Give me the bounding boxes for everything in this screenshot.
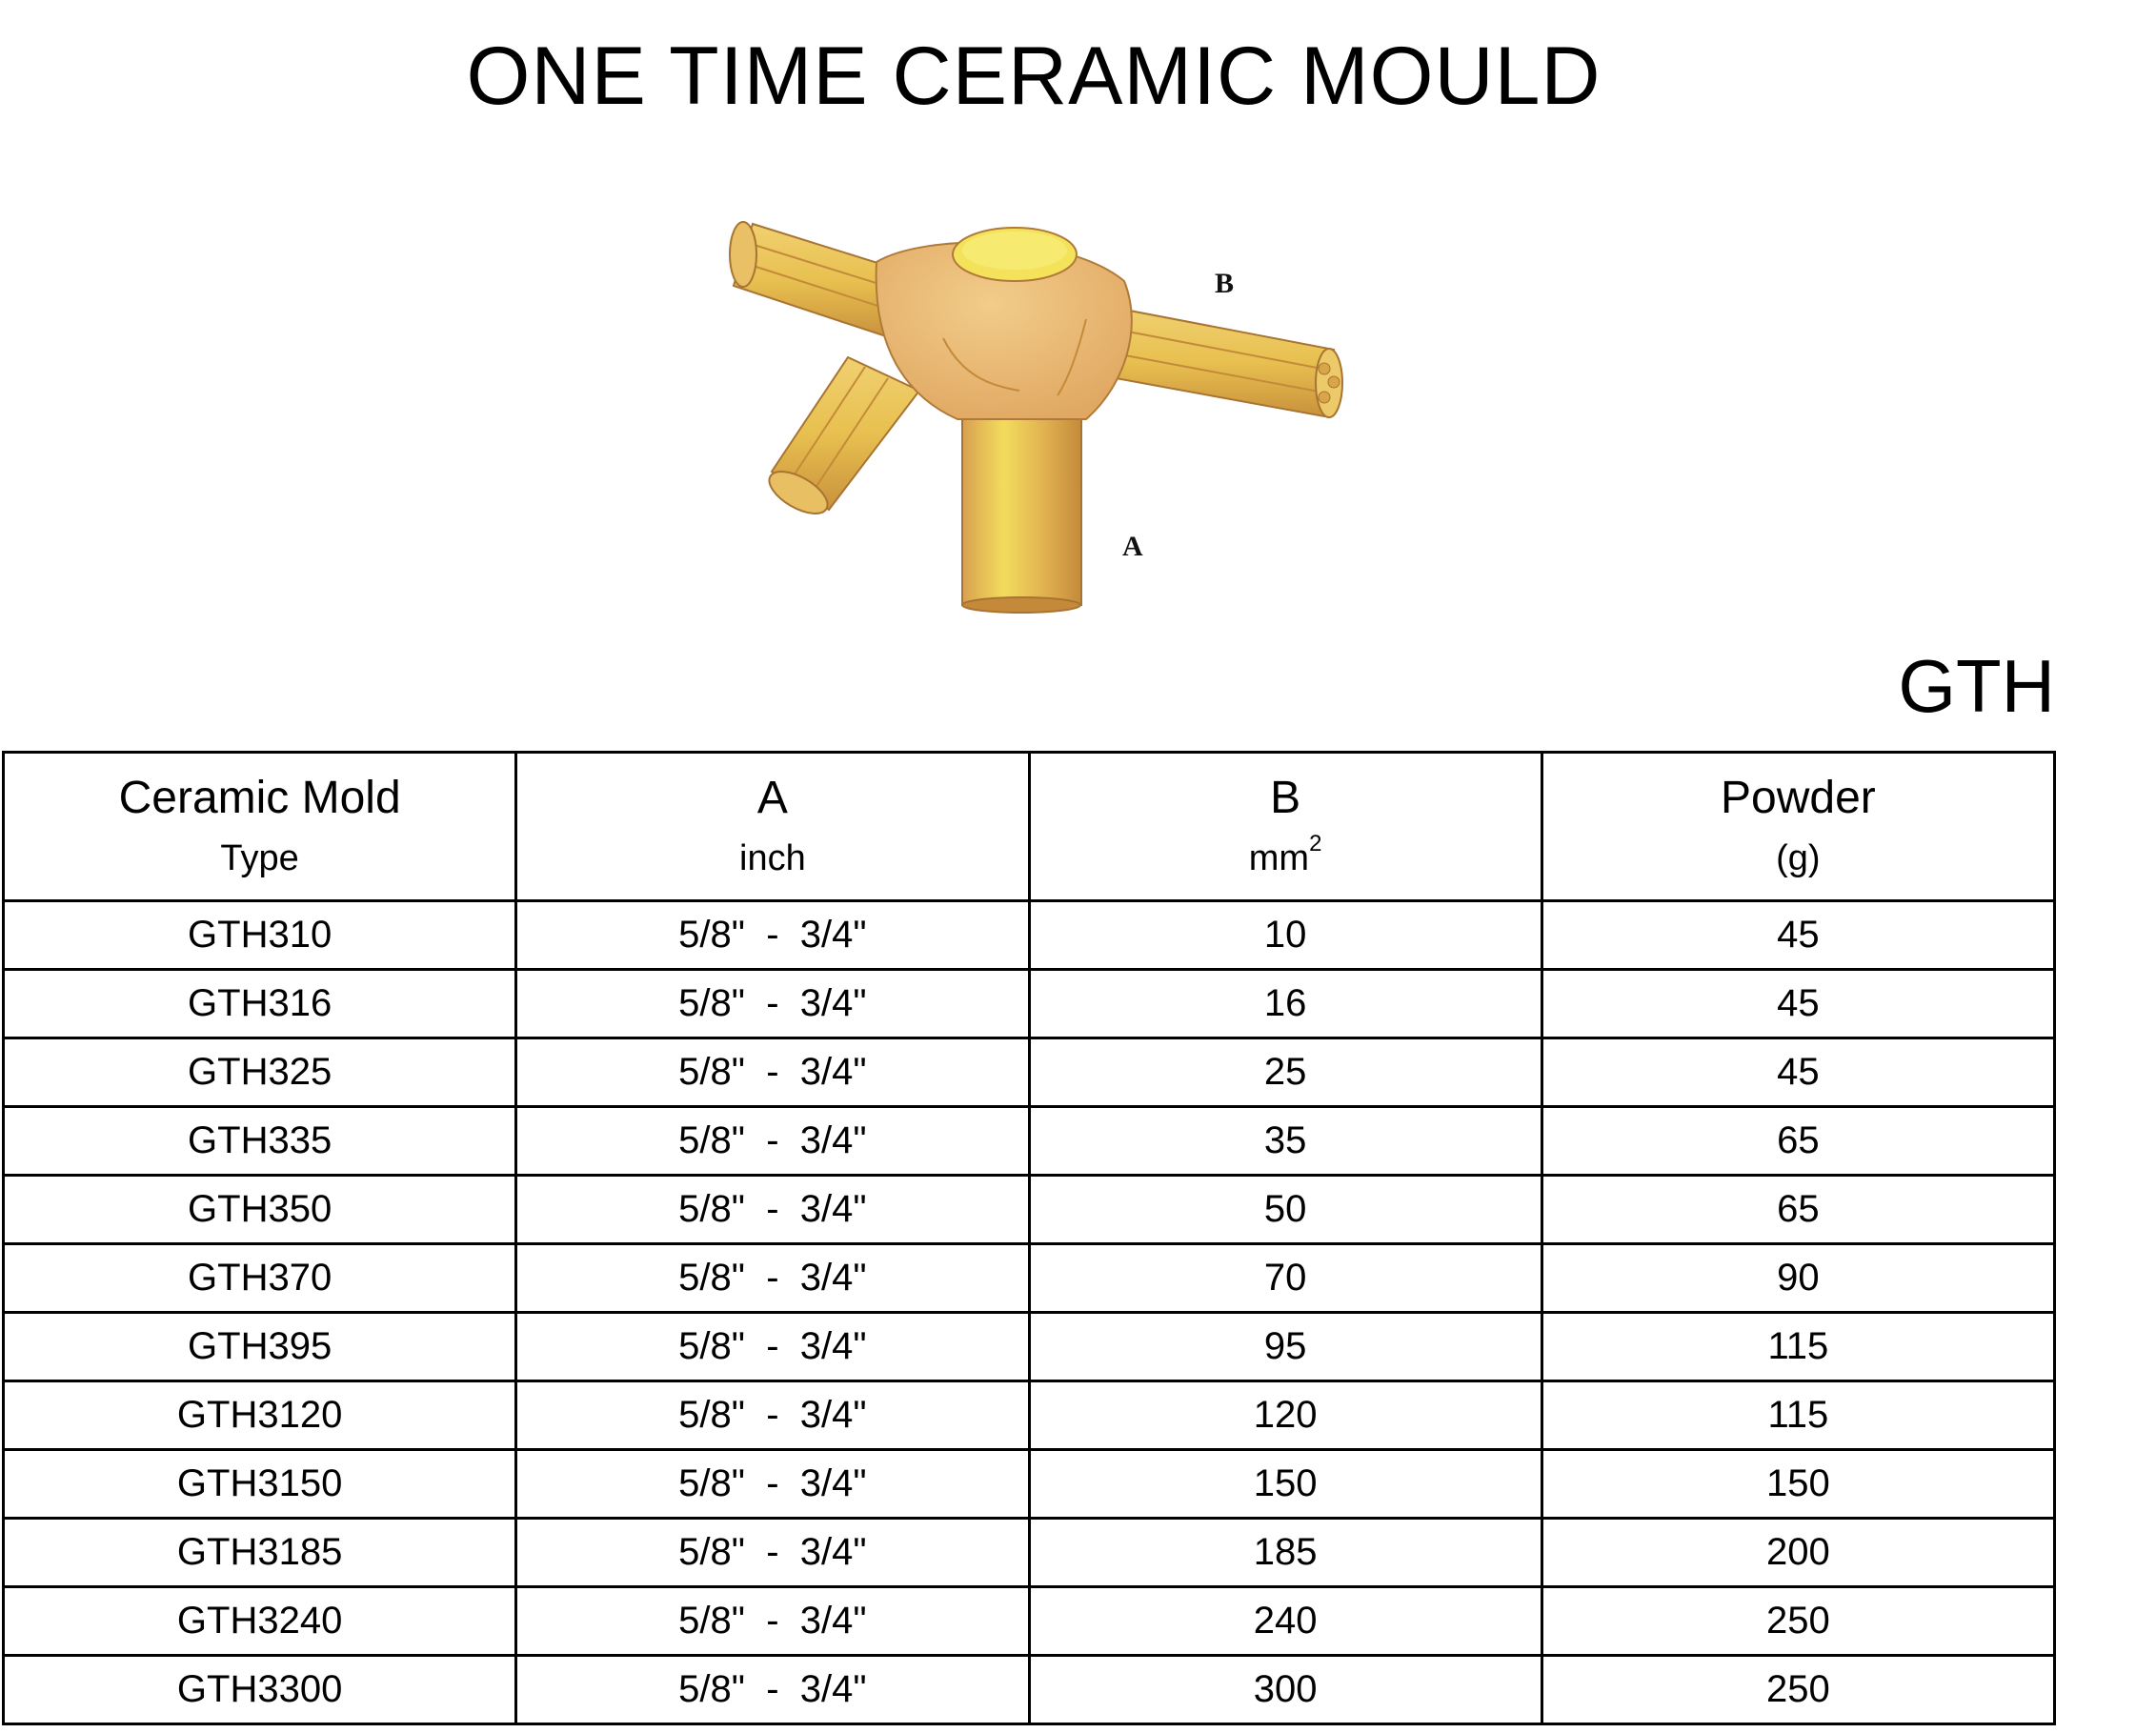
table-row [4,1244,2055,1313]
cell-b: 16 [1029,970,1541,1038]
cell-type: GTH350 [4,1176,516,1244]
cell-powder: 45 [1541,970,2054,1038]
right-cable [1105,308,1342,417]
table-row [4,1176,2055,1244]
label-a: A [1122,531,1143,562]
mould-body [877,228,1132,419]
cell-a: 5/8" - 3/4" [516,1038,1029,1107]
cell-b: 50 [1029,1176,1541,1244]
cell-powder: 65 [1541,1176,2054,1244]
cell-powder: 250 [1541,1656,2054,1724]
cell-a: 5/8" - 3/4" [516,970,1029,1038]
header-b [1029,753,1541,901]
cell-powder: 45 [1541,901,2054,970]
cell-type: GTH3150 [4,1450,516,1519]
cell-b: 150 [1029,1450,1541,1519]
cell-powder: 150 [1541,1450,2054,1519]
spec-table [2,751,2056,1725]
cell-powder: 115 [1541,1381,2054,1450]
header-a-unit: inch [739,837,806,878]
cell-a: 5/8" - 3/4" [516,901,1029,970]
header-type [4,753,516,901]
table-row [4,1107,2055,1176]
cell-a: 5/8" - 3/4" [516,1381,1029,1450]
cell-type: GTH3120 [4,1381,516,1450]
lower-left-cable [763,357,919,522]
cell-powder: 65 [1541,1107,2054,1176]
table-row [4,1038,2055,1107]
header-b-label: B [1270,772,1301,823]
cell-type: GTH3185 [4,1519,516,1587]
header-type-unit: Type [220,837,299,878]
cell-b: 300 [1029,1656,1541,1724]
cell-type: GTH3240 [4,1587,516,1656]
label-b: B [1215,268,1235,299]
header-type-label: Ceramic Mold [118,772,401,823]
header-b-unit-exponent: 2 [1309,830,1322,856]
table-row [4,1450,2055,1519]
cell-b: 120 [1029,1381,1541,1450]
table-header-row [4,753,2055,901]
cell-b: 35 [1029,1107,1541,1176]
cell-b: 25 [1029,1038,1541,1107]
cell-a: 5/8" - 3/4" [516,1519,1029,1587]
cell-type: GTH325 [4,1038,516,1107]
cell-a: 5/8" - 3/4" [516,1313,1029,1381]
table-row [4,1656,2055,1724]
table-row [4,970,2055,1038]
header-powder-unit: (g) [1776,837,1821,878]
header-a-label: A [756,772,788,823]
cell-a: 5/8" - 3/4" [516,1656,1029,1724]
page-title: ONE TIME CERAMIC MOULD [466,30,1602,122]
header-powder [1541,753,2054,901]
table-row [4,1313,2055,1381]
cell-a: 5/8" - 3/4" [516,1107,1029,1176]
cell-b: 185 [1029,1519,1541,1587]
table-body [4,901,2055,1724]
header-powder-label: Powder [1721,772,1876,823]
cell-powder: 250 [1541,1587,2054,1656]
table-row [4,1587,2055,1656]
cell-type: GTH3300 [4,1656,516,1724]
table-row [4,901,2055,970]
cell-powder: 90 [1541,1244,2054,1313]
mould-connection-drawing [705,195,1391,624]
cell-b: 95 [1029,1313,1541,1381]
series-code: GTH [1898,644,2055,728]
cell-b: 240 [1029,1587,1541,1656]
cell-a: 5/8" - 3/4" [516,1450,1029,1519]
cell-powder: 45 [1541,1038,2054,1107]
cell-a: 5/8" - 3/4" [516,1244,1029,1313]
mould-illustration [705,195,1391,624]
header-b-unit-base: mm [1248,837,1310,878]
cell-powder: 115 [1541,1313,2054,1381]
table-row [4,1519,2055,1587]
cell-type: GTH316 [4,970,516,1038]
cell-type: GTH395 [4,1313,516,1381]
table-row [4,1381,2055,1450]
cell-b: 10 [1029,901,1541,970]
cell-powder: 200 [1541,1519,2054,1587]
cell-type: GTH335 [4,1107,516,1176]
header-a [516,753,1029,901]
cell-type: GTH370 [4,1244,516,1313]
ground-rod [962,410,1081,613]
cell-a: 5/8" - 3/4" [516,1176,1029,1244]
cell-b: 70 [1029,1244,1541,1313]
header-b-unit [1031,830,1541,883]
cell-a: 5/8" - 3/4" [516,1587,1029,1656]
cell-type: GTH310 [4,901,516,970]
